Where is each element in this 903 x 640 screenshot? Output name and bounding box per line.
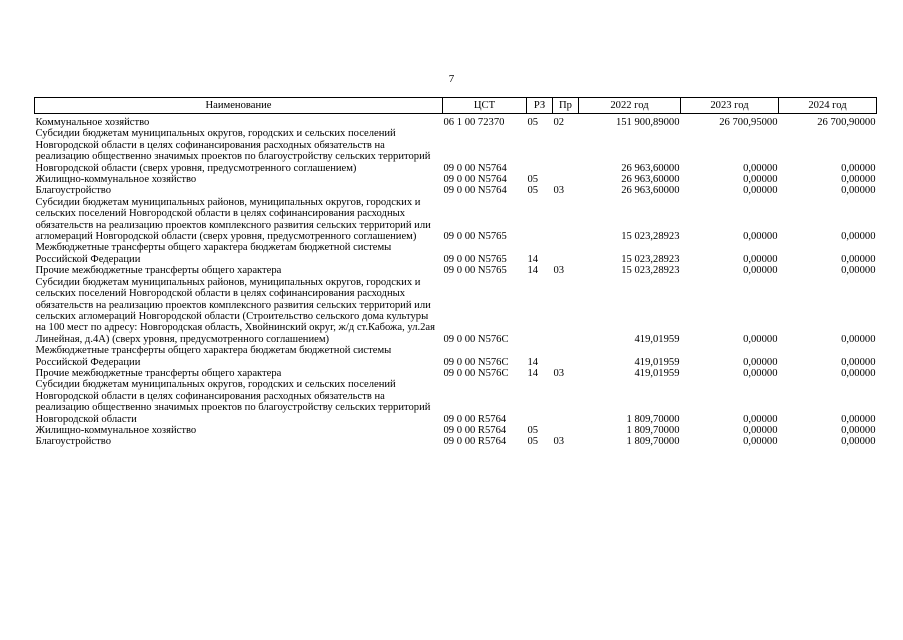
row-rz [527, 379, 553, 425]
row-value-2022: 1 809,70000 [626, 413, 680, 425]
row-cst: 06 1 00 72370 [443, 117, 505, 128]
row-cst: 09 0 00 R5764 [443, 436, 507, 448]
row-value-2024: 0,00000 [841, 367, 876, 379]
row-value-2023: 0,00000 [743, 413, 778, 425]
row-value-2023: 0,00000 [743, 231, 778, 243]
row-value-2024: 0,00000 [841, 265, 876, 277]
row-name: Межбюджетные трансферты общего характера бюджетам бюджетной системы Российской Федерации [35, 345, 392, 368]
row-value-2023: 0,00000 [743, 333, 778, 345]
row-pr [553, 128, 579, 174]
row-value-2022: 15 023,28923 [621, 231, 680, 243]
row-pr: 03 [553, 367, 565, 379]
row-rz: 14 [527, 356, 539, 368]
row-value-2024: 0,00000 [841, 253, 876, 265]
row-cst: 09 0 00 N5764 [443, 185, 507, 197]
row-name: Субсидии бюджетам муниципальных районов, муниципальных округов, городских и сельских поселений Новгородской области в целях софинансирования расходных обязательств на реализацию проектов комплексного развития сельских территорий или сельских агломераций Новгородской области (Строительство сельского дома культуры на 100 мест по адресу: Новгородская область, Хвойнинский округ, ж/д ст.Кабожа, ул.2ая Линейная, д.4А) (сверх уровня, предусмотренного соглашением) [35, 276, 436, 345]
row-name: Субсидии бюджетам муниципальных районов, муниципальных округов, городских и сельских поселений Новгородской области в целях софинансирования расходных обязательств на реализацию проектов комплексного развития сельских территорий или агломераций Новгородской области (сверх уровня, предусмотренного соглашением) [35, 196, 431, 243]
row-value-2024: 0,00000 [841, 436, 876, 448]
row-name: Субсидии бюджетам муниципальных округов, городских и сельских поселений Новгородской области в целях софинансирования расходных обязательств на реализацию общественно значимых проектов по благоустройству сельских территорий Новгородской области (сверх уровня, предусмотренного соглашением) [35, 128, 431, 174]
row-cst: 09 0 00 N5765 [443, 253, 507, 265]
table-row [35, 197, 877, 243]
table-row [35, 128, 877, 174]
row-name: Прочие межбюджетные трансферты общего характера [35, 367, 282, 379]
row-pr: 02 [553, 117, 565, 128]
table-row [35, 185, 877, 196]
row-pr [553, 242, 579, 265]
row-pr [553, 379, 579, 425]
row-rz: 14 [527, 265, 539, 277]
row-value-2022: 419,01959 [634, 333, 680, 345]
row-pr [553, 174, 579, 185]
row-value-2022: 1 809,70000 [626, 424, 680, 436]
row-value-2022: 419,01959 [634, 356, 680, 368]
row-pr [553, 425, 579, 436]
row-rz: 05 [527, 117, 539, 128]
header-2024: 2024 год [779, 98, 877, 114]
row-cst: 09 0 00 N5765 [443, 231, 507, 243]
row-cst: 09 0 00 N5764 [443, 174, 507, 186]
row-value-2022: 26 963,60000 [621, 162, 680, 174]
table-row [35, 425, 877, 436]
row-cst: 09 0 00 R5764 [443, 424, 507, 436]
table-header-row [35, 98, 877, 114]
row-rz: 05 [527, 174, 539, 186]
table-row [35, 368, 877, 379]
row-value-2024: 0,00000 [841, 174, 876, 186]
row-value-2023: 0,00000 [743, 174, 778, 186]
row-value-2023: 0,00000 [743, 367, 778, 379]
header-cst: ЦСТ [443, 98, 527, 114]
row-cst: 09 0 00 N576C [443, 333, 509, 345]
budget-table [34, 97, 877, 448]
table-row [35, 114, 877, 129]
row-value-2022: 15 023,28923 [621, 265, 680, 277]
row-value-2024: 0,00000 [841, 356, 876, 368]
row-value-2024: 0,00000 [841, 162, 876, 174]
row-value-2024: 26 700,90000 [817, 117, 876, 128]
row-value-2023: 0,00000 [743, 436, 778, 448]
row-cst: 09 0 00 R5764 [443, 413, 507, 425]
row-name: Субсидии бюджетам муниципальных округов, городских и сельских поселений Новгородской области в целях софинансирования расходных обязательств на реализацию общественно значимых проектов по благоустройству сельских территорий Новгородской области [35, 379, 431, 425]
row-value-2023: 0,00000 [743, 162, 778, 174]
header-2022: 2022 год [579, 98, 681, 114]
row-value-2022: 419,01959 [634, 367, 680, 379]
row-value-2022: 15 023,28923 [621, 253, 680, 265]
header-2023: 2023 год [681, 98, 779, 114]
row-value-2022: 26 963,60000 [621, 174, 680, 186]
row-value-2023: 0,00000 [743, 185, 778, 197]
row-name: Прочие межбюджетные трансферты общего характера [35, 265, 282, 277]
row-rz [527, 128, 553, 174]
table-row [35, 265, 877, 276]
row-name: Благоустройство [35, 436, 111, 448]
row-value-2023: 0,00000 [743, 265, 778, 277]
row-rz: 14 [527, 253, 539, 265]
table-row [35, 277, 877, 345]
row-rz: 05 [527, 436, 539, 448]
row-value-2023: 0,00000 [743, 356, 778, 368]
row-rz: 05 [527, 424, 539, 436]
row-value-2024: 0,00000 [841, 424, 876, 436]
row-rz [527, 197, 553, 243]
header-pr: Пр [553, 98, 579, 114]
row-value-2023: 0,00000 [743, 253, 778, 265]
row-pr: 03 [553, 185, 565, 197]
row-rz: 05 [527, 185, 539, 197]
row-value-2022: 1 809,70000 [626, 436, 680, 448]
row-pr: 03 [553, 436, 565, 448]
row-pr [553, 345, 579, 368]
row-cst: 09 0 00 N5764 [443, 162, 507, 174]
row-pr [553, 277, 579, 345]
table-row [35, 242, 877, 265]
row-value-2023: 26 700,95000 [719, 117, 778, 128]
row-name: Благоустройство [35, 185, 111, 197]
row-name: Межбюджетные трансферты общего характера бюджетам бюджетной системы Российской Федерации [35, 242, 392, 265]
table-row [35, 174, 877, 185]
row-rz: 14 [527, 367, 539, 379]
table-row [35, 436, 877, 447]
row-rz [527, 277, 553, 345]
row-name: Жилищно-коммунальное хозяйство [35, 424, 197, 436]
table-row [35, 379, 877, 425]
row-value-2023: 0,00000 [743, 424, 778, 436]
page-number: 7 [448, 73, 455, 85]
row-pr [553, 197, 579, 243]
row-value-2024: 0,00000 [841, 185, 876, 197]
table-row [35, 345, 877, 368]
row-value-2024: 0,00000 [841, 333, 876, 345]
row-pr: 03 [553, 265, 565, 277]
row-cst: 09 0 00 N576C [443, 367, 509, 379]
header-name: Наименование [35, 98, 443, 114]
row-cst: 09 0 00 N576C [443, 356, 509, 368]
row-name: Жилищно-коммунальное хозяйство [35, 174, 197, 186]
row-value-2022: 26 963,60000 [621, 185, 680, 197]
row-value-2022: 151 900,89000 [615, 117, 680, 128]
table-body [35, 114, 877, 448]
row-cst: 09 0 00 N5765 [443, 265, 507, 277]
row-value-2024: 0,00000 [841, 413, 876, 425]
row-name: Коммунальное хозяйство [35, 117, 150, 128]
row-value-2024: 0,00000 [841, 231, 876, 243]
header-rz: РЗ [527, 98, 553, 114]
